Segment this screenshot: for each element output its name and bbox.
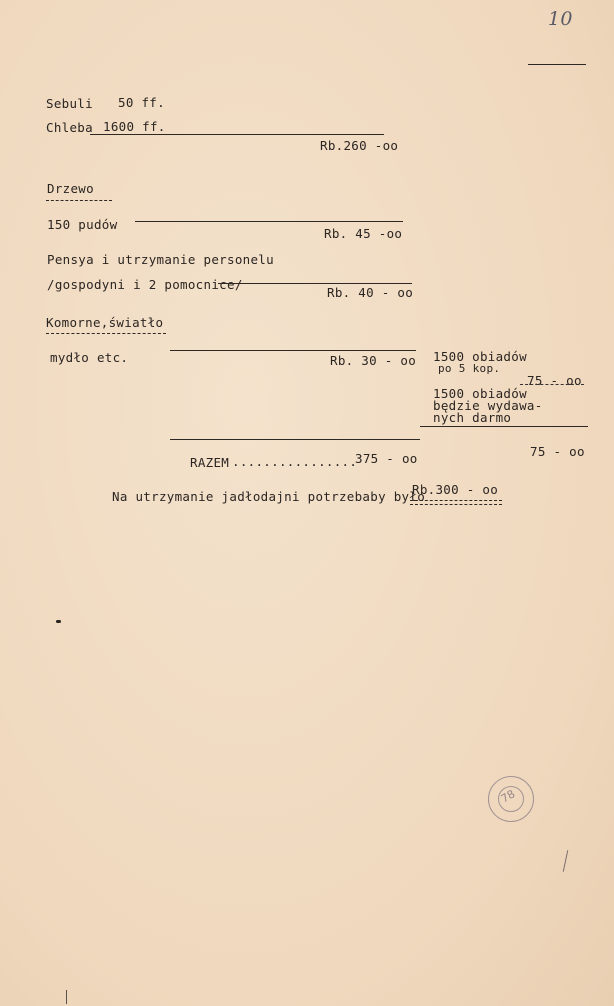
ink-dot (56, 620, 61, 623)
item-pensya-line1: Pensya i utrzymanie personelu (47, 252, 274, 267)
item-sebuli-quantity: 50 ff. (118, 95, 165, 110)
razem-leader: ................ (232, 454, 358, 469)
total-rule-left (170, 439, 420, 440)
side-note-amount-underline (520, 384, 584, 385)
side-note-line2: po 5 kop. (438, 362, 501, 375)
item-sebuli-label: Sebuli (46, 96, 93, 111)
razem-amount: 375 - oo (355, 451, 418, 466)
summary-double-underline-1 (410, 500, 502, 501)
page-number-rule (528, 64, 586, 65)
page-number: 10 (548, 8, 573, 30)
razem-label: RAZEM (190, 455, 230, 470)
komorne-underline (46, 333, 166, 334)
item-drzewo-label: Drzewo (47, 181, 94, 196)
margin-mark (563, 850, 569, 872)
item-chleba-label: Chleba (46, 120, 93, 135)
komorne-rule (170, 350, 416, 351)
food-underline (90, 134, 384, 135)
pensya-amount: Rb. 40 - oo (327, 285, 414, 300)
summary-text: Na utrzymanie jadłodajni potrzebaby było (112, 489, 426, 504)
archive-stamp-number: 78 (498, 787, 518, 806)
summary-double-underline-2 (410, 504, 502, 505)
total-rule-right (420, 426, 588, 427)
side-note-total: 75 - oo (530, 444, 585, 459)
edge-mark (66, 990, 67, 1004)
item-pudow-label: 150 pudów (47, 217, 118, 232)
side-note-line3: 1500 obiadów (433, 386, 527, 401)
drzewo-amount: Rb. 45 -oo (324, 226, 403, 241)
side-note-line4: będzie wydawa- (433, 398, 543, 413)
komorne-amount: Rb. 30 - oo (330, 353, 417, 368)
item-komorne-line2: mydło etc. (50, 350, 129, 365)
pensya-rule (218, 283, 412, 284)
side-note-line5: nych darmo (433, 410, 512, 425)
item-chleba-quantity: 1600 ff. (103, 119, 166, 134)
food-amount: Rb.260 -oo (320, 138, 399, 153)
side-note-amount: 75 - oo (527, 373, 582, 388)
item-komorne-line1: Komorne,światło (46, 315, 164, 330)
pudow-rule (135, 221, 403, 222)
drzewo-underline (46, 200, 112, 201)
archive-stamp (488, 776, 534, 822)
summary-amount: Rb.300 - oo (412, 482, 499, 497)
side-note-line1: 1500 obiadów (433, 349, 527, 364)
item-pensya-line2: /gospodyni i 2 pomocnice/ (47, 277, 243, 292)
